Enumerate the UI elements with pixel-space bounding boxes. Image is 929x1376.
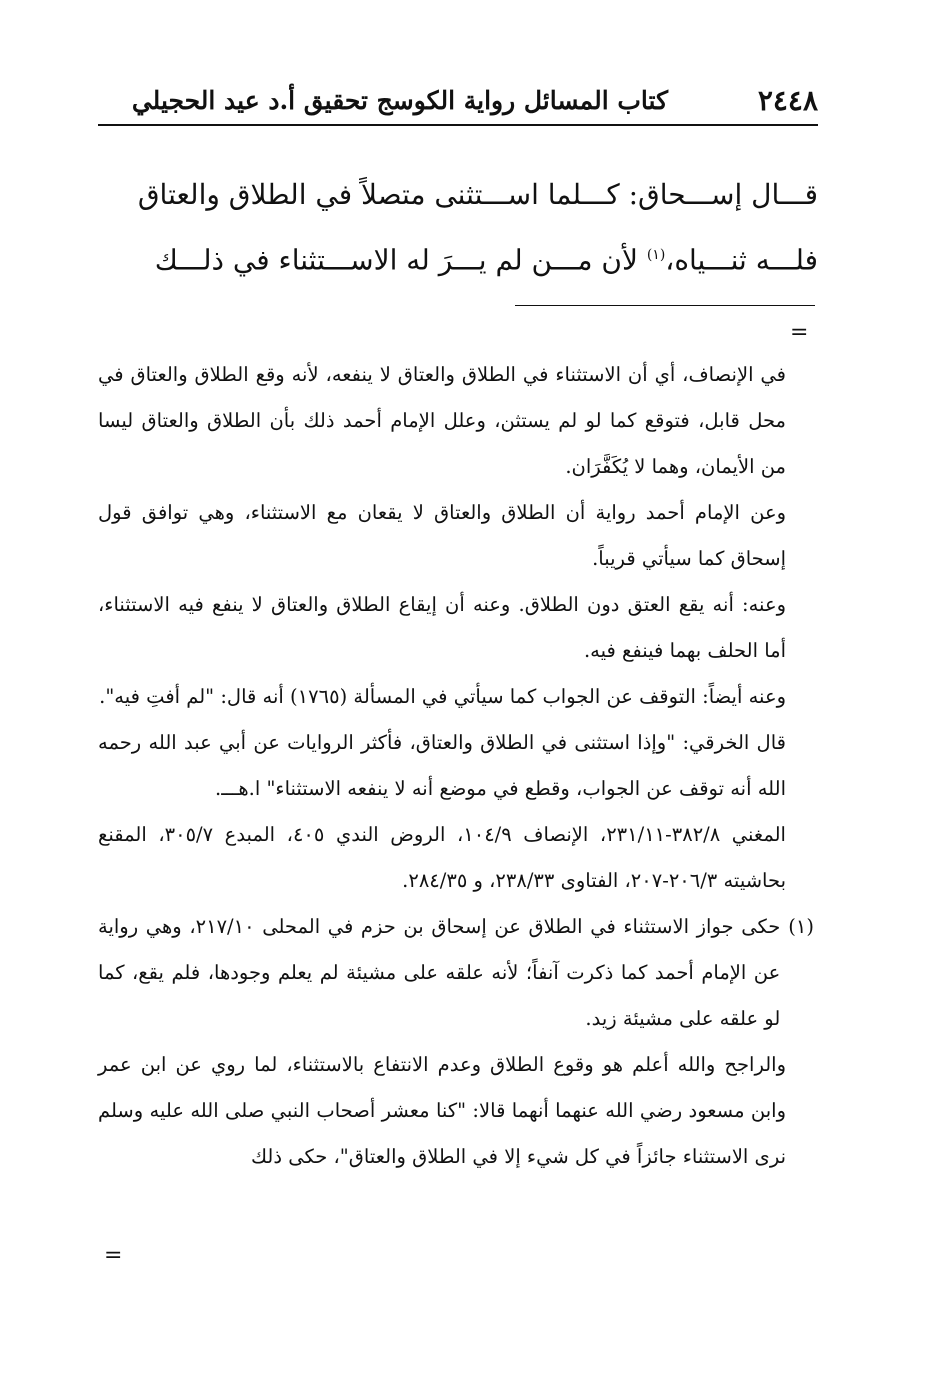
main-line-2-part-b: لأن مـــن لم يـــرَ له الاســـتثناء في ذلـــك — [154, 243, 647, 277]
note-paragraph-1: في الإنصاف، أي أن الاستثناء في الطلاق والعتاق لا ينفعه، لأنه وقع الطلاق والعتاق في محل قابل، فتوقع كما لو لم يستثن، وعلل الإمام أحمد ذلك بأن الطلاق والعتاق ليسا من الأيمان، وهما لا يُكَفَّرَان. — [98, 363, 786, 478]
page-header — [98, 84, 818, 124]
footnote-separator — [515, 305, 815, 306]
main-text — [98, 165, 818, 290]
continuation-mark-top: = — [790, 320, 809, 345]
note-paragraph-5: قال الخرقي: "وإذا استثنى في الطلاق والعتاق، فأكثر الروايات عن أبي عبد الله رحمه الله أنه توقف عن الجواب، وقطع في موضع أنه لا ينفعه الاستثناء" ا.هـــ. — [98, 731, 786, 800]
header-divider — [98, 124, 818, 126]
footnotes-area — [98, 352, 814, 1180]
footnote-1-text: حكى جواز الاستثناء في الطلاق عن إسحاق بن حزم في المحلى ٢١٧/١٠، وهي رواية عن الإمام أحمد كما ذكرت آنفاً؛ لأنه علقه على مشيئة لم يعلم وجودها، فلم يقع، كما لو علقه على مشيئة زيد. — [98, 915, 781, 1030]
footnote-1-number: (١) — [788, 915, 814, 938]
continuation-mark-bottom: = — [104, 1243, 123, 1268]
main-line-1: قـــال إســـحاق: كـــلما اســـتثنى متصلاً في الطلاق والعتاق — [137, 178, 818, 211]
note-paragraph-7: والراجح والله أعلم هو وقوع الطلاق وعدم الانتفاع بالاستثناء، لما روي عن ابن عمر وابن مسعود رضي الله عنهما أنهما قالا: "كنا معشر أصحاب النبي صلى الله عليه وسلم نرى الاستثناء جائزاً في كل شيء إلا في الطلاق والعتاق"، حكى ذلك — [98, 1053, 786, 1168]
page-number: ٢٤٤٨ — [757, 84, 818, 117]
main-line-2-part-a: فلـــه ثنـــياه، — [665, 243, 818, 277]
note-paragraph-2: وعن الإمام أحمد رواية أن الطلاق والعتاق لا يقعان مع الاستثناء، وهي توافق قول إسحاق كما سيأتي قريباً. — [98, 501, 786, 570]
book-title: كتاب المسائل رواية الكوسج تحقيق أ.د عيد الحجيلي — [131, 86, 668, 115]
footnote-reference[interactable]: (١) — [646, 247, 666, 263]
footnote-1 — [98, 904, 814, 1042]
note-references: المغني ٣٨٢/٨-٢٣١/١١، الإنصاف ١٠٤/٩، الروض الندي ٤٠٥، المبدع ٣٠٥/٧، المقنع بحاشيته ٢٠٦/٣-٢٠٧، الفتاوى ٢٣٨/٣٣، و ٢٨٤/٣٥. — [98, 823, 786, 892]
main-line-2 — [98, 225, 818, 290]
note-paragraph-4: وعنه أيضاً: التوقف عن الجواب كما سيأتي في المسألة (١٧٦٥) أنه قال: "لم أفتِ فيه". — [99, 685, 786, 708]
note-paragraph-3: وعنه: أنه يقع العتق دون الطلاق. وعنه أن إيقاع الطلاق والعتاق لا ينفع فيه الاستثناء، أما الحلف بهما فينفع فيه. — [98, 593, 786, 662]
